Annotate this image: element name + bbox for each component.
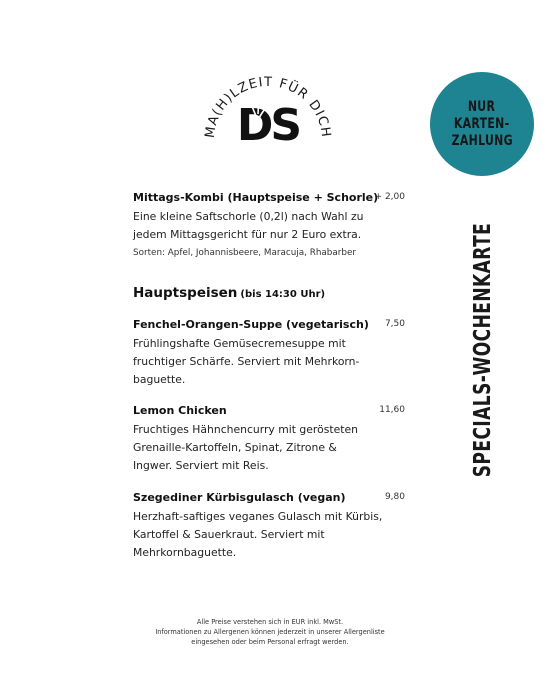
description-line: Grenaille-Kartoffeln, Spinat, Zitrone &	[133, 441, 337, 454]
menu-item-lemon-chicken	[133, 403, 408, 475]
footer-note	[110, 617, 430, 647]
menu-item-description	[133, 508, 408, 562]
side-title	[470, 178, 496, 522]
leaf-logo-icon	[200, 58, 336, 150]
badge-line-3: ZAHLUNG	[451, 132, 513, 149]
menu-item-description	[133, 421, 408, 475]
section-title: Hauptspeisen	[133, 285, 238, 301]
card-payment-badge	[430, 72, 534, 176]
description-line: Eine kleine Saftschorle (0,2l) nach Wahl zu	[133, 210, 364, 223]
menu-item-description	[133, 335, 408, 389]
menu-item-fenchel	[133, 317, 408, 389]
badge-line-2: KARTEN-	[454, 115, 510, 132]
description-line: Ingwer. Serviert mit Reis.	[133, 459, 269, 472]
logo-arc-text: MA(H)LZEIT FÜR DICH	[202, 74, 334, 139]
description-line: Mehrkornbaguette.	[133, 546, 237, 559]
brand-logo	[200, 58, 336, 150]
footer-line: Alle Preise verstehen sich in EUR inkl. MwSt.	[196, 618, 344, 626]
description-line: fruchtiger Schärfe. Serviert mit Mehrkorn-	[133, 355, 360, 368]
side-title-text: SPECIALS-WOCHENKARTE	[470, 222, 496, 478]
section-heading	[133, 282, 325, 301]
menu-item-price: 9,80	[384, 492, 405, 502]
menu-item-note: Sorten: Apfel, Johannisbeere, Maracuja, Rhabarber	[133, 248, 356, 258]
footer-line: Informationen zu Allergenen können jederzeit in unserer Allergenliste	[155, 628, 385, 636]
section-subtitle: (bis 14:30 Uhr)	[240, 289, 326, 300]
menu-item-kombi	[133, 190, 408, 260]
description-line: baguette.	[133, 373, 186, 386]
badge-line-1: NUR	[468, 98, 496, 115]
description-line: jedem Mittagsgericht für nur 2 Euro extra.	[133, 228, 362, 241]
description-line: Herzhaft-saftiges veganes Gulasch mit Kürbis,	[133, 510, 383, 523]
menu-item-price: 11,60	[379, 405, 405, 415]
menu-item-name: Fenchel-Orangen-Suppe (vegetarisch)	[133, 318, 369, 331]
description-line: Frühlingshafte Gemüsecremesuppe mit	[133, 337, 346, 350]
menu-item-gulasch	[133, 490, 408, 562]
description-line: Fruchtiges Hähnchencurry mit gerösteten	[133, 423, 358, 436]
menu-item-price: 7,50	[384, 319, 405, 329]
footer-line: eingesehen oder beim Personal erfragt werden.	[191, 638, 349, 646]
menu-item-description	[133, 208, 408, 244]
description-line: Kartoffel & Sauerkraut. Serviert mit	[133, 528, 325, 541]
menu-item-name: Mittags-Kombi (Hauptspeise + Schorle)	[133, 191, 379, 204]
logo-monogram: DS	[236, 100, 300, 150]
menu-item-name: Szegediner Kürbisgulasch (vegan)	[133, 491, 346, 504]
menu-item-price: + 2,00	[374, 192, 405, 202]
menu-item-name: Lemon Chicken	[133, 404, 227, 417]
